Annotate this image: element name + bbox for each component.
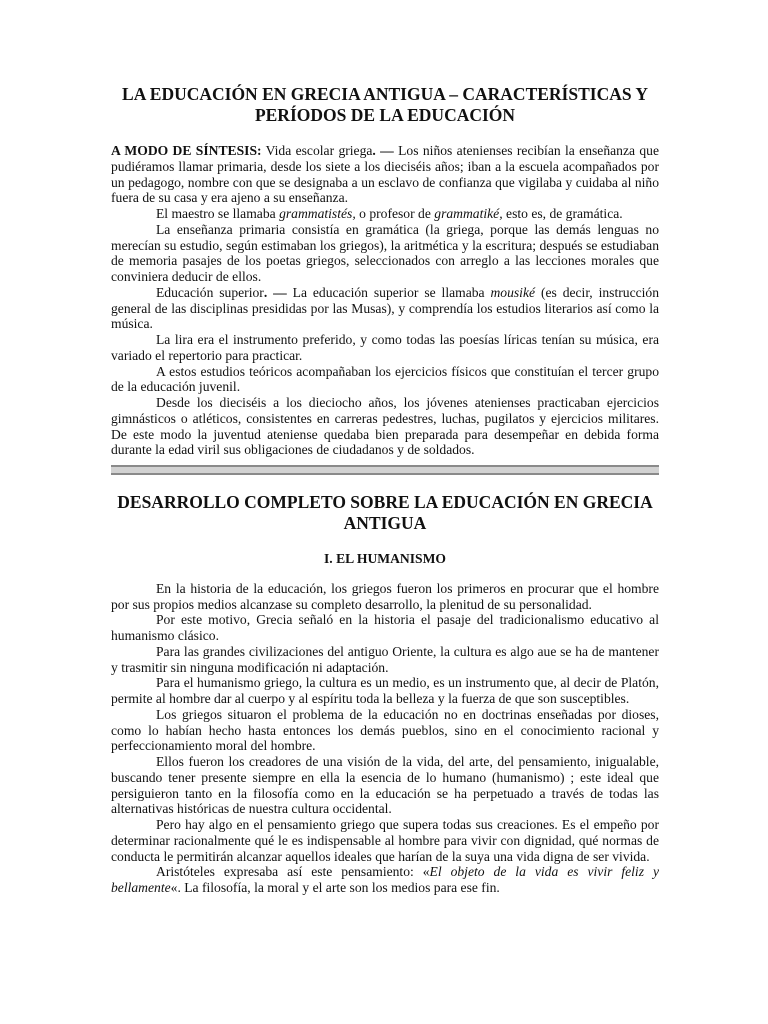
humanismo-paragraph-4: Para el humanismo griego, la cultura es un medio, es un instrumento que, al decir de Platón, permite al hombre dar al cuerpo y al espíritu toda la belleza y la fuerza de que son susceptibles. bbox=[111, 675, 659, 706]
lira-paragraph: La lira era el instrumento preferido, y como todas las poesías líricas tenían su música, era variado el repertorio para practicar. bbox=[111, 332, 659, 363]
document-page bbox=[111, 84, 659, 896]
section-divider bbox=[111, 465, 659, 475]
section2-title: DESARROLLO COMPLETO SOBRE LA EDUCACIÓN EN GRECIA ANTIGUA bbox=[117, 492, 653, 533]
estudios-paragraph: A estos estudios teóricos acompañaban los ejercicios físicos que constituían el tercer grupo de la educación juvenil. bbox=[111, 363, 659, 395]
superior-label: Educación superior bbox=[156, 284, 264, 300]
dieciseis-paragraph: Desde los dieciséis a los dieciocho años, los jóvenes atenienses practicaban ejercicios gimnásticos o atléticos, consistentes en carreras pedestres, luchas, pugilatos y ejercicios militares. De este modo la juventud ateniense quedaba bien preparada para desempeñar en debida forma durante la edad viril sus obligaciones de ciudadanos y de soldados. bbox=[111, 395, 659, 458]
aristotle-quote: El objeto de la vida es vivir feliz y bellamente bbox=[111, 864, 659, 895]
synthesis-paragraph: A MODO DE SÍNTESIS: Vida escolar griega. — Los niños atenienses recibían la enseñanza que pudiéramos llamar primaria, desde los siete a los dieciséis años; iban a la escuela acompañados por un pedagogo, nombre con que se designaba a un esclavo de confianza que vigilaba y cuidaba al niño fuera de su casa y era ajeno a su enseñanza. bbox=[111, 143, 659, 206]
primaria-paragraph: La enseñanza primaria consistía en gramática (la griega, porque las demás lenguas no merecían su estudio, según estimaban los griegos), la aritmética y la escritura; después se estudiaban de memoria pasajes de los poetas griegos, seleccionados con arreglo a las lecciones morales que conviniera deducir de ellos. bbox=[111, 221, 659, 284]
synthesis-label: A MODO DE SÍNTESIS: bbox=[111, 143, 262, 158]
humanismo-paragraph-2: Por este motivo, Grecia señaló en la historia el pasaje del tradicionalismo educativo al humanismo clásico. bbox=[111, 612, 659, 643]
section2-subtitle: I. EL HUMANISMO bbox=[324, 551, 446, 566]
maestro-paragraph: El maestro se llamaba grammatistés, o profesor de grammatiké, esto es, de gramática. bbox=[156, 206, 623, 221]
term-grammatistes: grammatistés, bbox=[279, 206, 356, 221]
synthesis-text: Los niños atenienses recibían la enseñanza que pudiéramos llamar primaria, desde los siete a los dieciséis años; iban a la escuela acompañados por un pedagogo, nombre con que se designaba a un esclavo de confianza que vigilaba y cuidaba al niño fuera de su casa y era ajeno a su enseñanza. bbox=[111, 143, 659, 206]
humanismo-paragraph-6: Ellos fueron los creadores de una visión de la vida, del arte, del pensamiento, inigualable, buscando tener presente siempre en ella la esencia de lo humano (humanismo) ; este ideal que persiguieron tanto en la filosofía como en la educación se ha perpetuado a través de todas las alternativas históricas de nuestra cultura occidental. bbox=[111, 754, 659, 817]
superior-paragraph: Educación superior. — La educación superior se llamaba mousiké (es decir, instrucción general de las disciplinas presididas por las Musas), y comprendía los estudios literarios así como la música. bbox=[111, 284, 660, 332]
humanismo-paragraph-5: Los griegos situaron el problema de la educación no en doctrinas enseñadas por dioses, como lo habían hecho hasta entonces los demás pueblos, sino en el conocimiento racional y perfeccionamiento moral del hombre. bbox=[111, 706, 659, 754]
humanismo-paragraph-8: Aristóteles expresaba así este pensamiento: «El objeto de la vida es vivir feliz y bellamente«. La filosofía, la moral y el arte son los medios para ese fin. bbox=[111, 864, 659, 895]
term-grammatike: grammatiké, bbox=[434, 206, 503, 221]
section1-title: LA EDUCACIÓN EN GRECIA ANTIGUA – CARACTERÍSTICAS Y PERÍODOS DE LA EDUCACIÓN bbox=[122, 84, 648, 125]
synthesis-subheading: Vida escolar griega bbox=[265, 143, 373, 158]
term-mousike: mousiké bbox=[490, 284, 536, 300]
humanismo-paragraph-7: Pero hay algo en el pensamiento griego que supera todas sus creaciones. Es el empeño por determinar racionalmente qué le es indispensable al hombre para vivir con dignidad, qué normas de conducta le permitirán alcanzar aquellos ideales que harían de la suya una vida digna de ser vivida. bbox=[111, 817, 659, 864]
humanismo-paragraph-3: Para las grandes civilizaciones del antiguo Oriente, la cultura es algo aue se ha de mantener y trasmitir sin ninguna modificación ni adaptación. bbox=[111, 643, 659, 675]
humanismo-paragraph-1: En la historia de la educación, los griegos fueron los primeros en procurar que el hombre por sus propios medios alcanzase su completo desarrollo, la plenitud de su personalidad. bbox=[111, 580, 659, 612]
